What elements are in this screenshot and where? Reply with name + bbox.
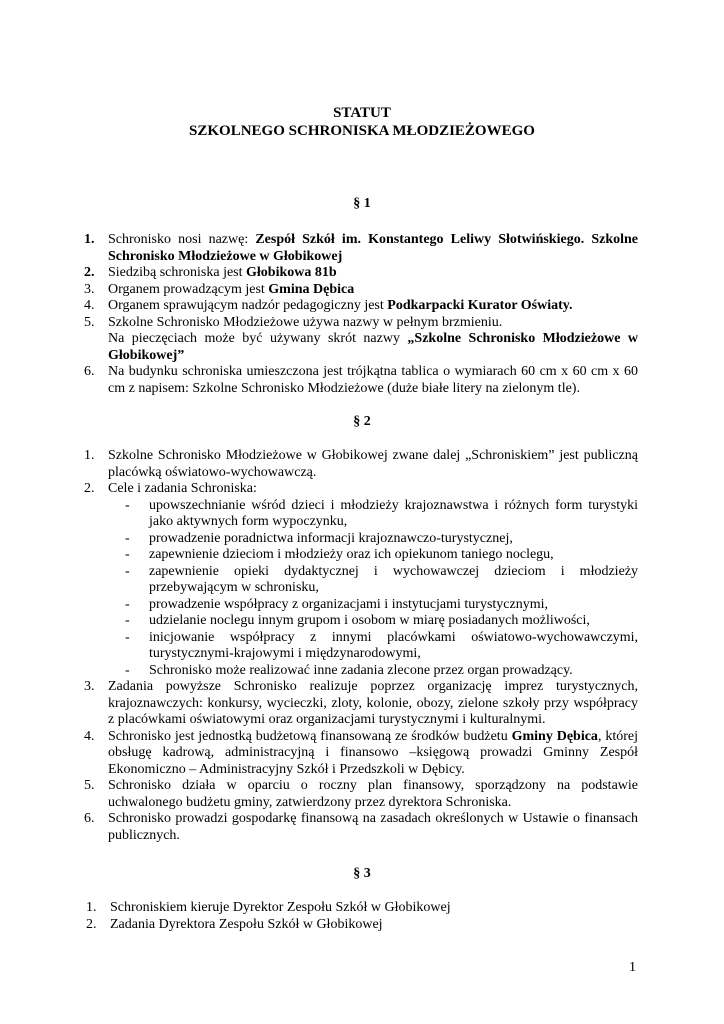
item-text: Cele i zadania Schroniska:: [108, 481, 257, 496]
list-item: [84, 232, 638, 265]
list-item: [84, 298, 638, 315]
item-bold-text: Podkarpacki Kurator Oświaty.: [387, 298, 573, 313]
item-text: , której obsługę kadrową, administracyjną i finansowo –księgową prowadzi Gminny Zespół Ekonomiczno – Administracyjny Szkół i Przedszkoli w Dębicy.: [108, 728, 638, 777]
item-text: Organem sprawującym nadzór pedagogiczny jest: [108, 298, 388, 313]
list-item: [84, 282, 638, 299]
item-number: 4.: [84, 298, 95, 313]
list-item: [86, 900, 640, 917]
goal-text: inicjowanie współpracy z innymi placówkami oświatowo-wychowawczymi, turystycznymi-krajowymi i międzynarodowymi,: [149, 629, 638, 661]
item-number: 1.: [84, 232, 95, 247]
list-item: [84, 364, 638, 397]
list-item: [84, 679, 638, 729]
item-text: Schroniskiem kieruje Dyrektor Zespołu Szkół w Głobikowej: [110, 900, 451, 915]
goal-item: - Schronisko może realizować inne zadania zlecone przez organ prowadzący.: [125, 662, 573, 678]
section-2-list: [84, 448, 638, 844]
item-number: 5.: [84, 778, 95, 793]
item-number: 3.: [84, 679, 95, 694]
item-text: Zadania Dyrektora Zespołu Szkół w Głobikowej: [110, 916, 383, 932]
item-text: Organem prowadzącym jest: [108, 281, 269, 297]
goal-item: - inicjowanie współpracy z innymi placówkami oświatowo-wychowawczymi, turystycznymi-krajowymi i międzynarodowymi,: [125, 629, 638, 661]
goal-item: - upowszechnianie wśród dzieci i młodzieży krajoznawstwa i różnych form turystyki jako aktywnych form wypoczynku,: [125, 497, 638, 529]
document-title: STATUT: [333, 105, 391, 121]
goal-item: - zapewnienie opieki dydaktycznej i wychowawczej dzieciom i młodzieży przebywającym w schronisku,: [125, 563, 638, 595]
item-text: Schronisko jest jednostką budżetową finansowaną ze środków budżetu: [108, 728, 512, 744]
item-text: Schronisko działa w oparciu o roczny plan finansowy, sporządzony na podstawie uchwalonego budżetu gminy, zatwierdzony przez dyrektora Schroniska.: [108, 778, 638, 810]
list-item: [84, 315, 638, 365]
goal-text: prowadzenie poradnictwa informacji krajoznawczo-turystycznej,: [149, 530, 513, 546]
document-subtitle: SZKOLNEGO SCHRONISKA MŁODZIEŻOWEGO: [189, 123, 535, 139]
section-heading-2: § 2: [353, 414, 371, 429]
goal-text: zapewnienie dzieciom i młodzieży oraz ich opiekunom taniego noclegu,: [149, 547, 554, 562]
item-number: 4.: [84, 728, 95, 744]
item-number: 6.: [84, 364, 95, 379]
item-number: 2.: [84, 481, 95, 496]
goal-text: udzielanie noclegu innym grupom i osobom w miarę posiadanych możliwości,: [149, 613, 590, 628]
item-bold-text: Gminy Dębica: [511, 728, 598, 744]
item-text: Na budynku schroniska umieszczona jest trójkątna tablica o wymiarach 60 cm x 60 cm x 60 cm z napisem: Szkolne Schronisko Młodzieżowe (duże białe litery na zielonym tle).: [108, 364, 638, 396]
item-text: Schronisko prowadzi gospodarkę finansową na zasadach określonych w Ustawie o finansach publicznych.: [108, 811, 638, 843]
item-text: Szkolne Schronisko Młodzieżowe używa nazwy w pełnym brzmieniu.: [108, 314, 503, 330]
item-bold-text: Głobikowa 81b: [246, 265, 337, 280]
list-item: [84, 778, 638, 811]
item-text: Schronisko nosi nazwę:: [108, 232, 256, 247]
list-item: [84, 481, 638, 679]
item-text: Na pieczęciach może być używany skrót nazwy: [108, 331, 408, 346]
item-text: Zadania powyższe Schronisko realizuje poprzez organizację imprez turystycznych, krajoznawczych: konkursy, wycieczki, zloty, kolonie, obozy, zielone szkoły przy współpracy z placówkami oświatowymi oraz organizacjami turystycznymi i kulturalnymi.: [108, 679, 638, 727]
item-number: 1.: [84, 448, 95, 463]
list-item: [84, 729, 638, 779]
item-bold-text: Zespół Szkół im. Konstantego Leliwy Słotwińskiego. Szkolne Schronisko Młodzieżowe w Głobikowej: [108, 232, 638, 264]
item-number: 3.: [84, 281, 95, 297]
section-heading-1: § 1: [353, 196, 371, 211]
goal-item: - zapewnienie dzieciom i młodzieży oraz ich opiekunom taniego noclegu,: [125, 547, 554, 562]
goal-item: - prowadzenie poradnictwa informacji krajoznawczo-turystycznej,: [125, 530, 513, 546]
page-number: 1: [629, 960, 636, 975]
item-number: 2.: [86, 916, 97, 932]
list-item: [84, 448, 638, 481]
goals-list: [108, 498, 638, 680]
item-number: 6.: [84, 811, 95, 826]
list-item: [86, 917, 640, 934]
section-1-list: [84, 232, 638, 397]
item-number: 5.: [84, 314, 95, 330]
goal-item: - prowadzenie współpracy z organizacjami i instytucjami turystycznymi,: [125, 596, 549, 612]
item-bold-text: „Szkolne Schronisko Młodzieżowe w Głobikowej”: [108, 331, 638, 363]
item-bold-text: Gmina Dębica: [268, 281, 355, 297]
item-text: Szkolne Schronisko Młodzieżowe w Głobikowej zwane dalej „Schroniskiem” jest publiczną placówką oświatowo-wychowawczą.: [108, 448, 638, 480]
goal-text: Schronisko może realizować inne zadania zlecone przez organ prowadzący.: [149, 662, 573, 678]
goal-item: - udzielanie noclegu innym grupom i osobom w miarę posiadanych możliwości,: [125, 613, 590, 628]
section-3-list: [86, 900, 640, 933]
item-text: Siedzibą schroniska jest: [108, 265, 247, 280]
list-item: [84, 265, 638, 282]
goal-text: zapewnienie opieki dydaktycznej i wychowawczej dzieciom i młodzieży przebywającym w schronisku,: [149, 563, 638, 595]
list-item: [84, 811, 638, 844]
section-heading-3: § 3: [353, 866, 371, 881]
item-number: 1.: [86, 900, 97, 915]
goal-text: upowszechnianie wśród dzieci i młodzieży krajoznawstwa i różnych form turystyki jako aktywnych form wypoczynku,: [149, 497, 638, 529]
goal-text: prowadzenie współpracy z organizacjami i instytucjami turystycznymi,: [149, 596, 549, 612]
item-number: 2.: [84, 265, 95, 280]
